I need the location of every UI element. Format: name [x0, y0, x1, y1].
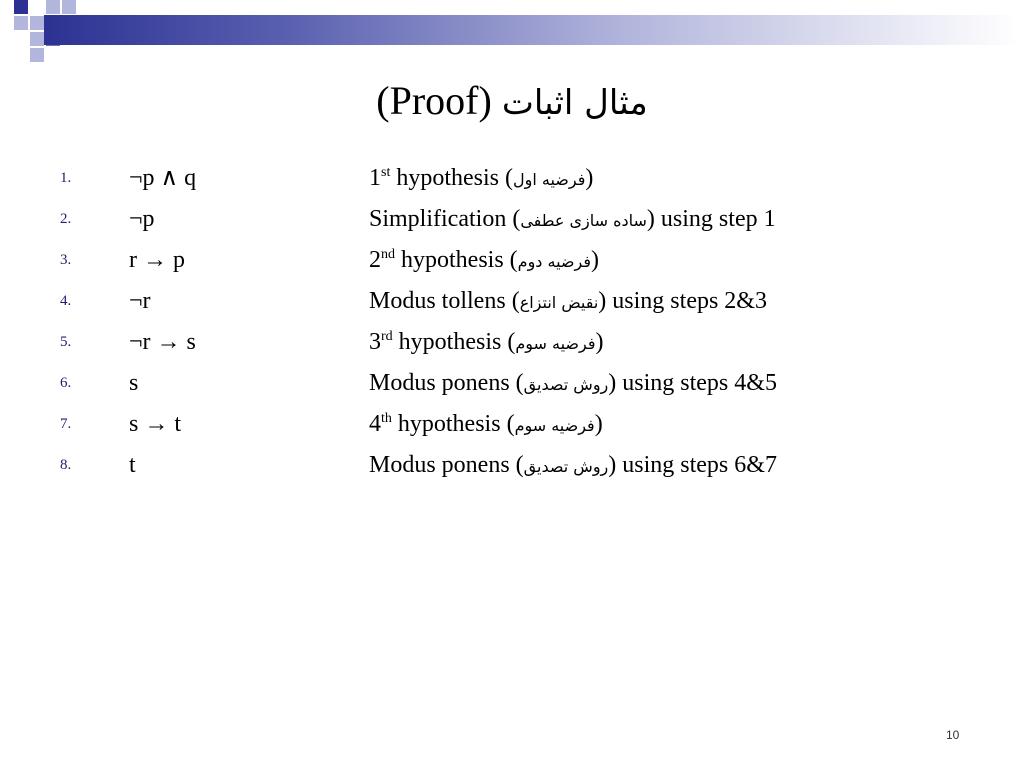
- step-statement: ¬r: [129, 288, 151, 314]
- title-persian: مثال اثبات: [501, 83, 648, 123]
- deco-square: [14, 0, 28, 14]
- step-number: 7.: [60, 416, 72, 432]
- step-justification: 2nd hypothesis (فرضیه دوم): [369, 247, 599, 273]
- proof-step: [0, 445, 1024, 486]
- ordinal-number: 2: [369, 247, 381, 273]
- deco-square: [30, 48, 44, 62]
- rule-label-persian: روش تصدیق: [523, 375, 609, 394]
- proof-step: [0, 199, 1024, 240]
- deco-gradient-bar: [44, 15, 1020, 45]
- step-justification: 3rd hypothesis (فرضیه سوم): [369, 329, 604, 355]
- rule-reference: using steps 4&5: [622, 370, 777, 396]
- step-justification: Modus ponens (روش تصدیق) using steps 4&5: [369, 370, 777, 396]
- step-justification: Modus ponens (روش تصدیق) using steps 6&7: [369, 452, 777, 478]
- step-statement: r → p: [129, 247, 185, 273]
- title-english: (Proof): [376, 78, 492, 123]
- step-number: 1.: [60, 170, 72, 186]
- proof-step: [0, 281, 1024, 322]
- rule-label-persian: ساده سازی عطفی: [520, 211, 647, 230]
- proof-step: [0, 363, 1024, 404]
- rule-label: hypothesis: [397, 411, 501, 437]
- ordinal-number: 1: [369, 165, 381, 191]
- step-number: 8.: [60, 457, 72, 473]
- ordinal-number: 3: [369, 329, 381, 355]
- ordinal-suffix: st: [381, 165, 391, 180]
- step-statement: ¬r → s: [129, 329, 196, 355]
- ordinal-suffix: rd: [381, 329, 393, 344]
- rule-reference: using steps 6&7: [622, 452, 777, 478]
- rule-label: hypothesis: [401, 247, 504, 273]
- step-justification: Simplification (ساده سازی عطفی) using step 1: [369, 206, 776, 232]
- page-number: 10: [946, 728, 960, 742]
- deco-square: [30, 32, 44, 46]
- step-justification: Modus tollens (نقیض انتزاع) using steps 2&3: [369, 288, 767, 314]
- rule-label-persian: فرضیه دوم: [517, 252, 591, 271]
- ordinal-suffix: nd: [381, 247, 395, 262]
- rule-label-persian: فرضیه اول: [513, 170, 586, 189]
- rule-label-persian: فرضیه سوم: [514, 416, 595, 435]
- deco-square: [62, 0, 76, 14]
- proof-step: [0, 322, 1024, 363]
- step-statement: t: [129, 452, 136, 478]
- ordinal-suffix: th: [381, 411, 392, 426]
- rule-label-persian: روش تصدیق: [523, 457, 609, 476]
- rule-label-persian: فرضیه سوم: [515, 334, 596, 353]
- rule-reference: using step 1: [660, 206, 776, 232]
- deco-square: [30, 16, 44, 30]
- step-statement: ¬p: [129, 206, 155, 232]
- proof-step: [0, 158, 1024, 199]
- rule-label: Modus ponens: [369, 452, 510, 478]
- step-statement: ¬p ∧ q: [129, 165, 197, 191]
- rule-label-persian: نقیض انتزاع: [519, 293, 599, 312]
- ordinal-number: 4: [369, 411, 381, 437]
- rule-label: Simplification: [369, 206, 507, 232]
- proof-step: [0, 240, 1024, 281]
- rule-label: Modus ponens: [369, 370, 510, 396]
- step-number: 2.: [60, 211, 72, 227]
- rule-reference: using steps 2&3: [612, 288, 767, 314]
- step-number: 6.: [60, 375, 72, 391]
- deco-square: [46, 0, 60, 14]
- page-title: [0, 72, 1024, 132]
- step-statement: s: [129, 370, 139, 396]
- rule-label: hypothesis: [396, 165, 500, 191]
- rule-label: hypothesis: [398, 329, 502, 355]
- step-number: 5.: [60, 334, 72, 350]
- step-justification: 1st hypothesis (فرضیه اول): [369, 165, 594, 191]
- step-number: 4.: [60, 293, 72, 309]
- deco-square: [14, 16, 28, 30]
- rule-label: Modus tollens: [369, 288, 506, 314]
- step-justification: 4th hypothesis (فرضیه سوم): [369, 411, 603, 437]
- step-number: 3.: [60, 252, 72, 268]
- step-statement: s → t: [129, 411, 182, 437]
- proof-step: [0, 404, 1024, 445]
